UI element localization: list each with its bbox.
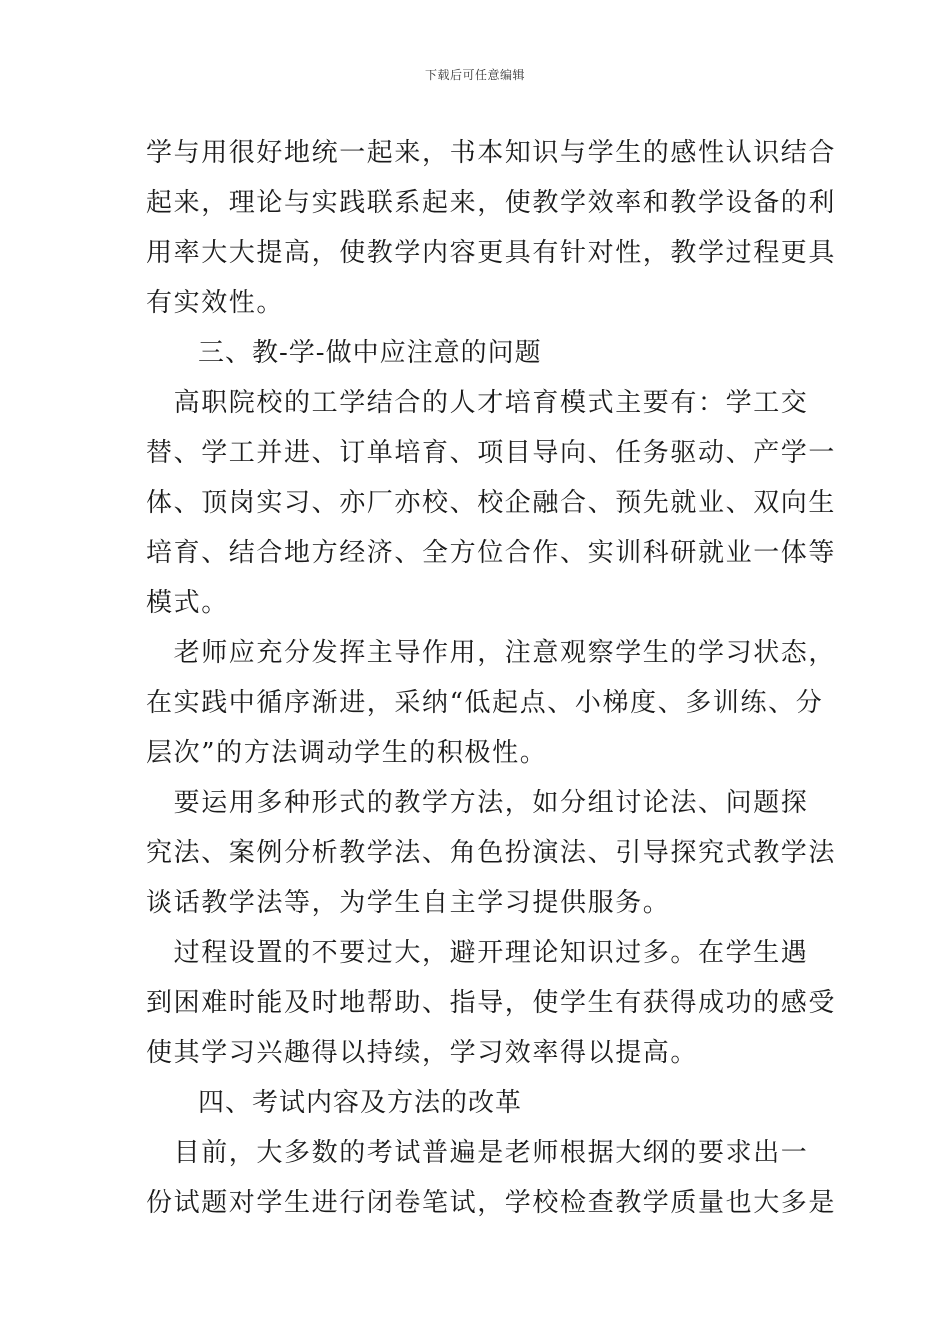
paragraph — [146, 1128, 837, 1228]
text-line: 体、顶岗实习、亦厂亦校、校企融合、预先就业、双向生 — [146, 488, 837, 518]
text-line: 究法、案例分析教学法、角色扮演法、引导探究式教学法 — [146, 838, 837, 868]
text-line: 学与用很好地统一起来，书本知识与学生的感性认识结合 — [146, 138, 837, 168]
text-line: 培育、结合地方经济、全方位合作、实训科研就业一体等 — [146, 538, 837, 568]
page-header: 下载后可任意编辑 — [424, 68, 525, 82]
text-line: 有实效性。 — [146, 288, 285, 318]
paragraph — [146, 628, 837, 778]
text-line: 老师应充分发挥主导作用，注意观察学生的学习状态， — [146, 638, 837, 668]
text-line: 谈话教学法等，为学生自主学习提供服务。 — [146, 888, 671, 918]
text-line: 使其学习兴趣得以持续，学习效率得以提高。 — [146, 1038, 699, 1068]
text-line: 过程设置的不要过大，避开理论知识过多。在学生遇 — [146, 938, 809, 968]
section-heading: 四、考试内容及方法的改革 — [198, 1088, 523, 1118]
text-line: 高职院校的工学结合的人才培育模式主要有：学工交 — [146, 388, 809, 418]
paragraph — [146, 778, 837, 928]
text-line: 用率大大提高，使教学内容更具有针对性，教学过程更具 — [146, 238, 837, 268]
text-line: 在实践中循序渐进，采纳“低起点、小梯度、多训练、分 — [146, 688, 824, 718]
text-line: 到困难时能及时地帮助、指导，使学生有获得成功的感受 — [146, 988, 837, 1018]
text-line: 份试题对学生进行闭卷笔试，学校检查教学质量也大多是 — [146, 1188, 837, 1218]
section-heading: 三、教-学-做中应注意的问题 — [198, 338, 542, 368]
document-body — [146, 128, 837, 1228]
text-line: 模式。 — [146, 588, 229, 618]
paragraph — [146, 128, 837, 328]
paragraph — [146, 928, 837, 1078]
text-line: 要运用多种形式的教学方法，如分组讨论法、问题探 — [146, 788, 809, 818]
text-line: 起来，理论与实践联系起来，使教学效率和教学设备的利 — [146, 188, 837, 218]
text-line: 目前，大多数的考试普遍是老师根据大纲的要求出一 — [146, 1138, 809, 1168]
text-line: 层次”的方法调动学生的积极性。 — [146, 738, 548, 768]
paragraph — [146, 378, 837, 628]
text-line: 替、学工并进、订单培育、项目导向、任务驱动、产学一 — [146, 438, 837, 468]
